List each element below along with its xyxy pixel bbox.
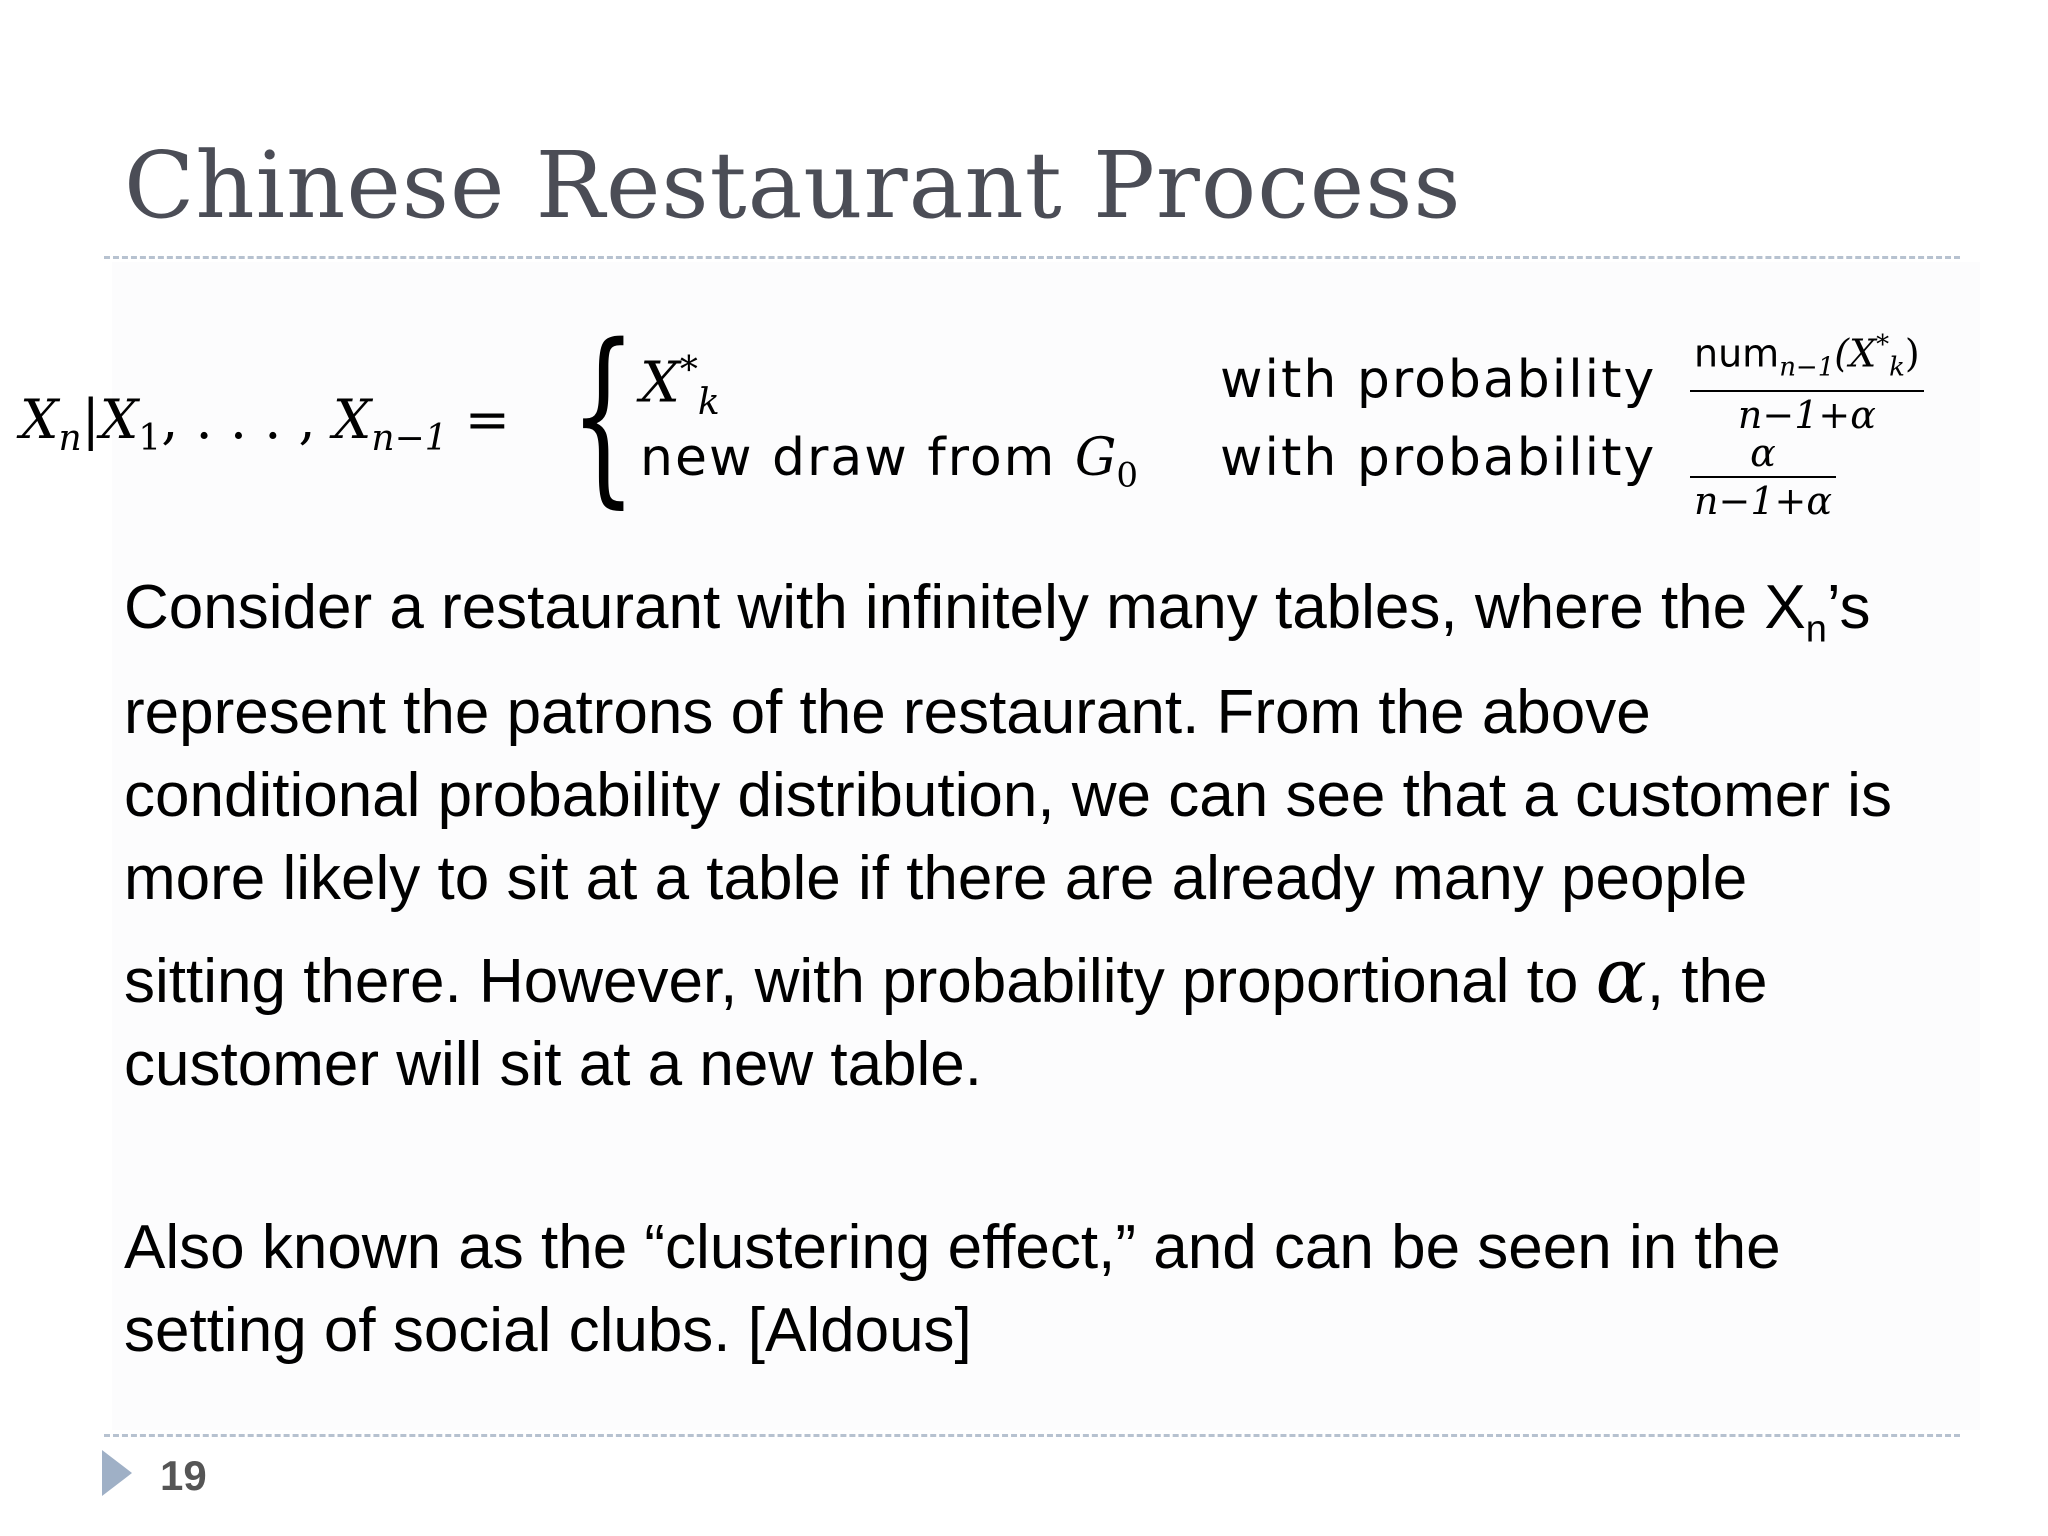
paragraph-line: setting of social clubs. [Aldous] [124, 1296, 972, 1365]
play-triangle-icon [102, 1450, 132, 1496]
case1-numerator: $num_{n-1}(X^*_k)$ [1690, 322, 1924, 392]
formula-lhs: $X_n|X_1$, . . . , $X_{n-1}$ = [20, 388, 510, 459]
slide-title: Chinese Restaurant Process [124, 132, 1462, 239]
case2-numerator: α [1690, 430, 1836, 478]
lhs-xn: $X_n$ [20, 388, 82, 459]
paragraph-line: represent the patrons of the restaurant. From the above [124, 678, 1651, 748]
case1-fraction [1690, 322, 1924, 438]
case1-denominator: n−1+α [1737, 393, 1876, 438]
title-divider [104, 256, 1960, 259]
explanation-paragraph [124, 566, 1964, 1106]
paragraph-line: Also known as the “clustering effect,” and can be seen in the [124, 1213, 1781, 1282]
alpha-symbol: α [1595, 931, 1647, 1021]
paragraph-line: sitting there. However, with probability proportional to α, the [124, 931, 1768, 1021]
paragraph-line: more likely to sit at a table if there are already many people [124, 844, 1748, 914]
case2-probability-label: with probability [1220, 428, 1657, 488]
case1-value: $X^*_k$ [640, 350, 720, 423]
paragraph-line: customer will sit at a new table. [124, 1030, 983, 1100]
clustering-paragraph [124, 1206, 1964, 1372]
formula-brace: { [570, 304, 637, 525]
footer-divider [104, 1434, 1960, 1437]
crp-formula [0, 300, 2048, 540]
case2-fraction [1690, 430, 1836, 524]
case2-value: new draw from $G_0$ [640, 428, 1139, 496]
page-number: 19 [160, 1452, 207, 1499]
paragraph-line: conditional probability distribution, we can see that a customer is [124, 761, 1892, 831]
case2-denominator: n−1+α [1694, 479, 1832, 523]
paragraph-line: Consider a restaurant with infinitely many tables, where the $X_n’s$ [124, 573, 1871, 651]
case1-probability-label: with probability [1220, 350, 1657, 410]
